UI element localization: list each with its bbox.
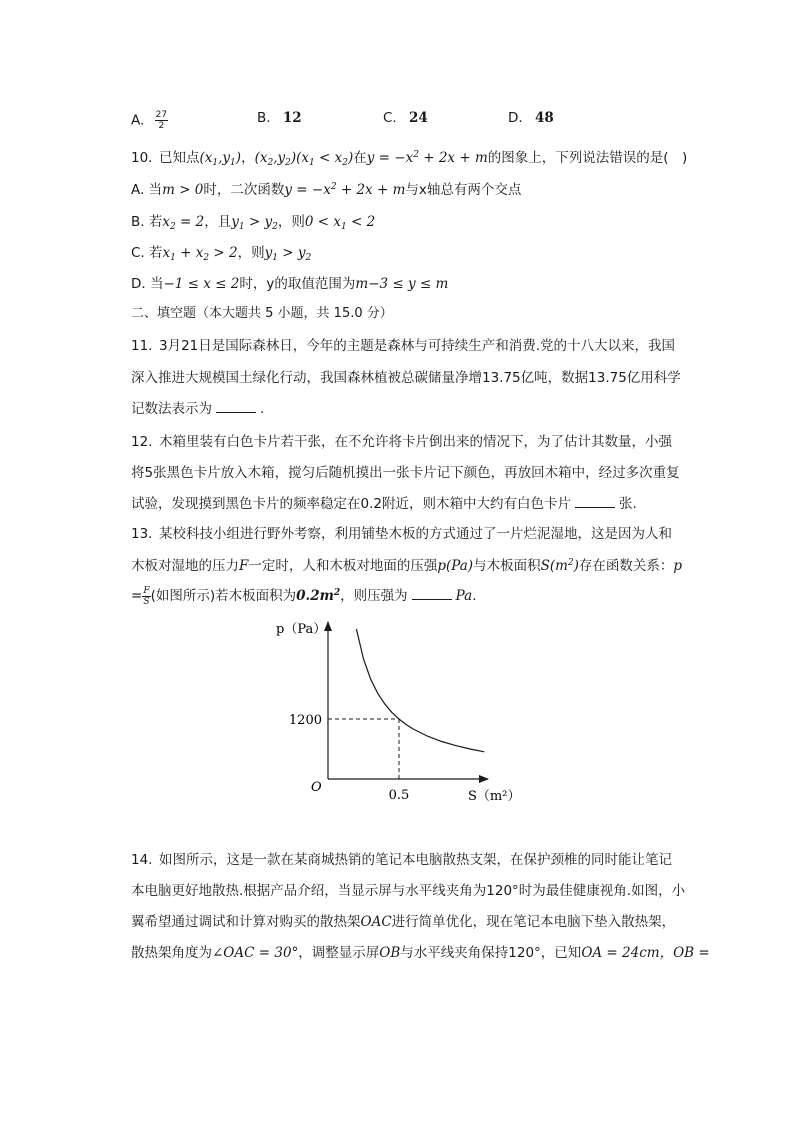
q11-number: 11. (131, 338, 153, 354)
q10-option-b-mid: ，且 (204, 214, 232, 230)
q13-line2-b: 一定时，人和木板对地面的压强 (248, 558, 438, 574)
q13-number: 13. (131, 526, 153, 542)
q13-area-symbol: $S(m^2)$ (540, 558, 579, 574)
q13-line2-d: 存在函数关系： (578, 558, 674, 574)
q10-option-a-pre: A. 当 (131, 182, 163, 198)
q10-stem-c: 的图象上，下列说法错误的是( ) (487, 150, 688, 166)
q10-option-c-pre: C. 若 (131, 245, 163, 261)
q13-line3-b: ，则压强为 (340, 588, 408, 604)
q13-line2-a: 木板对湿地的压力 (131, 558, 239, 574)
q13-p-symbol: p (673, 558, 683, 574)
y-axis-label: p（Pa） (276, 622, 327, 637)
q10-option-a-cond: m > 0 (162, 182, 204, 198)
q10-option-a-mid: 时，二次函数 (203, 182, 285, 198)
q10-option-a-post: 与x轴总有两个交点 (405, 182, 522, 198)
q14-line3-a: 翼希望通过调试和计算对购买的散热架 (131, 914, 361, 930)
q14-number: 14. (131, 852, 153, 868)
q10-point2: $(x_2,y_2)(x_1 < x_2)$ (254, 150, 354, 168)
x-tick-label: 0.5 (388, 788, 410, 803)
q14-angle-expr: ∠OAC = 30° (212, 945, 299, 961)
hyperbola-curve (356, 629, 484, 752)
q13-line2-c: 与木板面积 (473, 558, 541, 574)
q14-line1-text: 如图所示，这是一款在某商城热销的笔记本电脑散热支架，在保护颈椎的同时能让笔记 (159, 852, 672, 868)
q10-option-c-cond: $x_1 + x_2 > 2$ (162, 245, 238, 263)
q10-option-d-mid: 时，y的取值范围为 (239, 276, 356, 292)
q13-line3: = $\frac{F}{S}$ (如图所示)若木板面积为$0.2m^2$，则压强为 Pa. (131, 586, 477, 607)
q13-line3-a: (如图所示)若木板面积为 (150, 588, 297, 604)
q12-line2: 将5张黑色卡片放入木箱，搅匀后随机摸出一张卡片记下颜色，再放回木箱中，经过多次重复 (131, 465, 680, 481)
q10-option-b-cond1: $x_2 = 2$ (162, 214, 205, 232)
q13-force-symbol: F (239, 558, 249, 574)
q13-line1-text: 某校科技小组进行野外考察，利用铺垫木板的方式通过了一片烂泥湿地，这是因为人和 (159, 526, 672, 542)
q12-line1-text: 木箱里装有白色卡片若干张，在不允许将卡片倒出来的情况下，为了估计其数量，小强 (159, 434, 672, 450)
q14-line4-a: 散热架角度为 (131, 945, 212, 961)
q11-line2: 深入推进大规模国土绿化行动，我国森林植被总碳储量净增13.75亿吨，数据13.75亿用科学 (131, 370, 681, 386)
q13-pressure-symbol: p(Pa) (437, 558, 474, 574)
q10-option-d-range: m−3 ≤ y ≤ m (355, 276, 449, 292)
q9-option-a-label: A. (131, 112, 145, 129)
q10-option-b-cond2: $y_1 > y_2$ (231, 214, 278, 232)
section2-header: 二、填空题（本大题共 5 小题，共 15.0 分） (131, 306, 393, 321)
q10-stem: 10. 已知点$(x_1,y_1)$，$(x_2,y_2)(x_1 < x_2)$在$y = -x^2 + 2x + m$的图象上，下列说法错误的是( ) (131, 150, 688, 168)
q14-lengths: OA = 24cm，OB = (581, 945, 710, 961)
origin-label: O (311, 780, 322, 795)
q9-option-b-value: 12 (282, 110, 302, 126)
q10-option-c-result: $y_1 > y_2$ (264, 245, 312, 263)
q9-option-d-value: 48 (534, 110, 554, 126)
q14-line4-c: 与水平线夹角保持120°，已知 (400, 945, 582, 961)
q14-line4-b: ，调整显示屏 (298, 945, 380, 961)
q9-option-d-label: D. (508, 110, 523, 126)
q10-option-b-result: $0 < x_1 < 2$ (304, 214, 376, 232)
q10-point1: $(x_1,y_1)$ (199, 150, 242, 168)
q9-option-b-label: B. (257, 110, 271, 126)
q13-unit: Pa (455, 588, 473, 604)
q9-option-c-label: C. (383, 110, 397, 126)
q9-option-a-numerator: 27 (155, 110, 168, 120)
q14-line4 (131, 941, 710, 961)
q13-formula: = $\frac{F}{S}$ (131, 586, 150, 607)
q9-option-c-value: 24 (409, 110, 428, 126)
q14-line2: 本电脑更好地散热.根据产品介绍，当显示屏与水平线夹角为120°时为最佳健康视角.如图，小 (131, 883, 686, 899)
q10-option-d-cond: −1 ≤ x ≤ 2 (163, 276, 240, 292)
q12-number: 12. (131, 434, 153, 450)
x-axis-label: S（m²） (468, 789, 521, 804)
q12-line3-text: 试验，发现摸到黑色卡片的频率稳定在0.2附近，则木箱中大约有白色卡片 (131, 496, 571, 512)
q14-ob-symbol: OB (379, 945, 401, 961)
q11-line1-text: 3月21日是国际森林日，今年的主题是森林与可持续生产和消费.党的十八大以来，我国 (159, 338, 676, 354)
q10-function: $y = -x^2 + 2x + m$ (366, 150, 488, 166)
q14-line3 (131, 910, 675, 930)
q9-option-a-denominator: 2 (158, 121, 165, 131)
q10-option-b-mid2: ，则 (277, 214, 305, 230)
q14-oac-symbol: OAC (360, 914, 392, 930)
q12-line3-end: 张. (618, 496, 637, 512)
q10-stem-a: 已知点 (159, 150, 200, 166)
q10-option-b-pre: B. 若 (131, 214, 163, 230)
y-tick-label: 1200 (288, 713, 322, 728)
q10-number: 10. (131, 150, 153, 166)
q14-line3-b: 进行简单优化，现在笔记本电脑下垫入散热架， (391, 914, 676, 930)
q10-option-c-mid: ，则 (237, 245, 265, 261)
q11-line3: 记数法表示为 . (131, 401, 265, 417)
q10-stem-b: 在 (353, 150, 367, 166)
q10-option-d-pre: D. 当 (131, 276, 164, 292)
q13-area-value: $0.2m^2$ (296, 588, 341, 604)
q11-line3-text: 记数法表示为 (131, 401, 212, 417)
q10-option-a-func: $y = -x^2 + 2x + m$ (284, 182, 406, 198)
q14-line1 (131, 848, 672, 868)
